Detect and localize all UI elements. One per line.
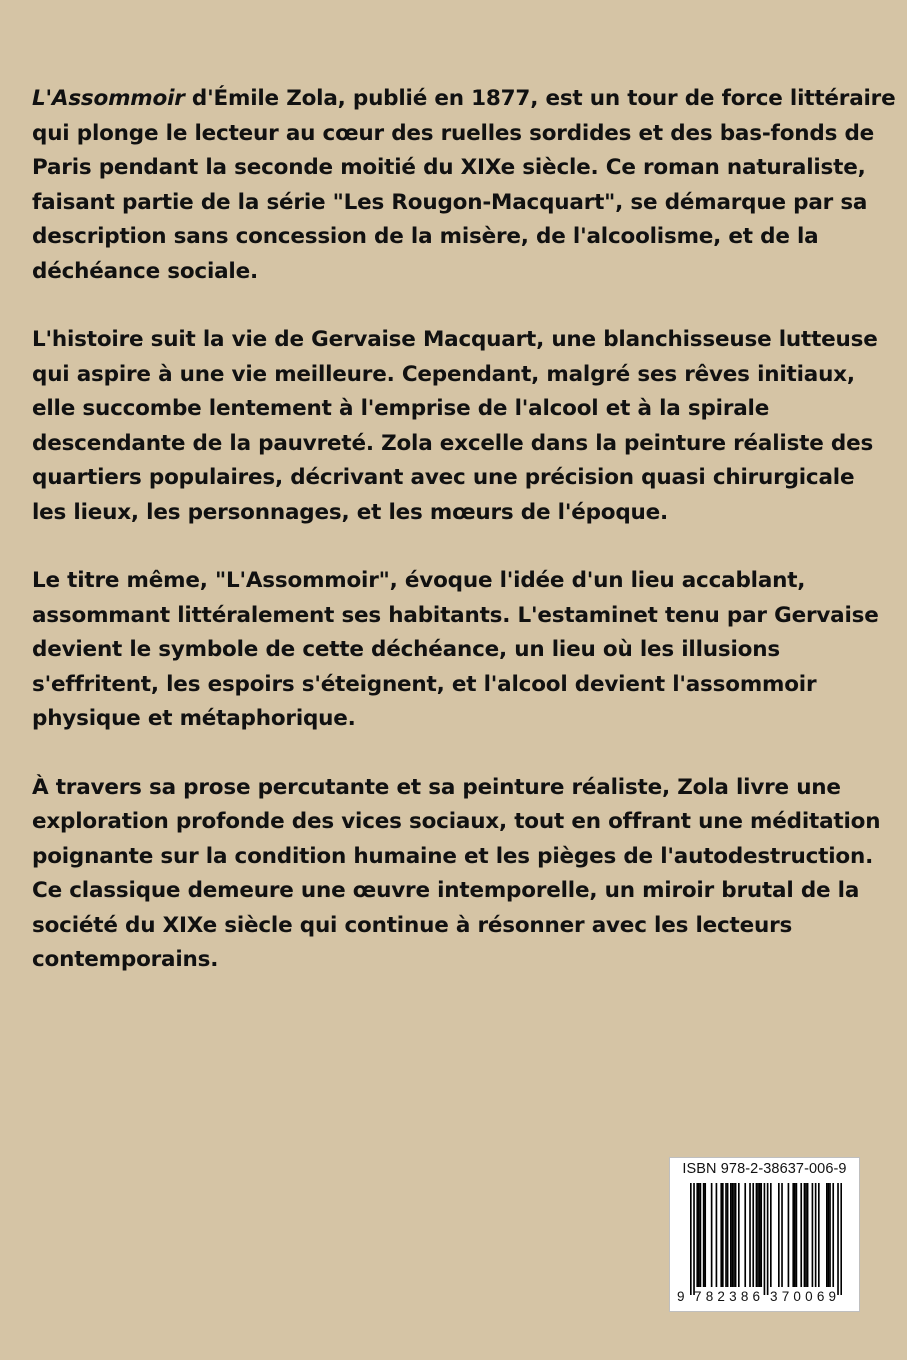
barcode-bar	[698, 1183, 700, 1287]
text-line: À travers sa prose percutante et sa peinture réaliste, Zola livre une	[32, 774, 841, 800]
barcode-bar	[829, 1183, 831, 1287]
barcode-bar	[704, 1183, 706, 1287]
barcode-bar	[696, 1183, 698, 1287]
barcode-bar	[788, 1183, 790, 1287]
barcode-icon	[690, 1183, 842, 1295]
barcode-bar	[826, 1183, 828, 1287]
text-line: qui aspire à une vie meilleure. Cependant, malgré ses rêves initiaux,	[32, 361, 855, 387]
barcode-digit-lead: 9	[677, 1289, 685, 1304]
barcode-bar	[794, 1183, 796, 1287]
barcode-bar	[792, 1183, 794, 1287]
barcode-bar	[711, 1183, 713, 1287]
text-line	[32, 82, 896, 117]
barcode-bar	[807, 1183, 809, 1287]
barcode-bar	[733, 1183, 735, 1287]
barcode-bar	[703, 1183, 705, 1287]
text-line: exploration profonde des vices sociaux, tout en offrant une méditation	[32, 809, 881, 834]
text-line: déchéance sociale.	[32, 258, 258, 284]
barcode-bar	[752, 1183, 754, 1287]
text-line: faisant partie de la série "Les Rougon-Macquart", se démarque par sa	[32, 189, 868, 215]
text-line: devient le symbole de cette déchéance, un lieu où les illusions	[32, 637, 780, 662]
text-line: poignante sur la condition humaine et les pièges de l'autodestruction.	[32, 843, 874, 869]
barcode-bar	[781, 1183, 783, 1287]
barcode-bar	[805, 1183, 807, 1287]
barcode-bar	[716, 1183, 718, 1287]
barcode-bar	[840, 1183, 842, 1295]
barcode-bar	[767, 1183, 769, 1295]
barcode-bar	[727, 1183, 729, 1287]
text-line: description sans concession de la misère, de l'alcoolisme, et de la	[32, 224, 819, 249]
barcode-bar	[700, 1183, 702, 1287]
barcode-bar	[770, 1183, 772, 1287]
barcode-bar	[778, 1183, 780, 1287]
barcode-bar	[837, 1183, 839, 1295]
paragraph-4	[32, 771, 882, 978]
barcode-bar	[828, 1183, 830, 1287]
barcode-bar	[730, 1183, 732, 1287]
barcode-bar	[756, 1183, 758, 1287]
barcode-bar	[732, 1183, 734, 1287]
text-line: société du XIXe siècle qui continue à résonner avec les lecteurs	[32, 912, 793, 938]
text-line: assommant littéralement ses habitants. L'estaminet tenu par Gervaise	[32, 602, 879, 628]
isbn-label: ISBN 978-2-38637-006-9	[682, 1161, 847, 1177]
barcode-bar	[744, 1183, 746, 1287]
text-line: Le titre même, "L'Assommoir", évoque l'idée d'un lieu accablant,	[32, 568, 806, 593]
text-line: les lieux, les personnages, et les mœurs de l'époque.	[32, 499, 668, 525]
barcode-digits-right: 370069	[770, 1289, 841, 1304]
book-title-italic: L'Assommoir	[32, 86, 185, 111]
barcode-bar	[760, 1183, 762, 1287]
barcode-bar	[725, 1183, 727, 1287]
barcode-bar	[804, 1183, 806, 1287]
barcode-bar	[749, 1183, 751, 1287]
text-line: L'histoire suit la vie de Gervaise Macquart, une blanchisseuse lutteuse	[32, 327, 878, 352]
text-line: qui plonge le lecteur au cœur des ruelles sordides et des bas-fonds de	[32, 120, 875, 146]
back-cover-text	[32, 82, 896, 1012]
barcode-bar	[720, 1183, 722, 1287]
barcode-bar	[815, 1183, 817, 1287]
text-line: elle succombe lentement à l'emprise de l'alcool et à la spirale	[32, 396, 770, 421]
barcode-bar	[738, 1183, 740, 1287]
barcode-bar	[735, 1183, 737, 1287]
paragraph-1	[32, 82, 896, 289]
text-line: physique et métaphorique.	[32, 706, 356, 731]
barcode-bar	[693, 1183, 695, 1295]
paragraph-2	[32, 323, 882, 530]
barcode-bar	[759, 1183, 761, 1287]
paragraph-3	[32, 564, 882, 737]
barcode-bar	[832, 1183, 834, 1287]
text-line: contemporains.	[32, 947, 219, 972]
barcode-bar	[757, 1183, 759, 1287]
text-line: s'effritent, les espoirs s'éteignent, et l'alcool devient l'assommoir	[32, 671, 817, 697]
barcode-bar	[800, 1183, 802, 1287]
barcode-bar	[722, 1183, 724, 1287]
isbn-barcode-box	[669, 1157, 860, 1312]
barcode-bar	[796, 1183, 798, 1287]
text-line: descendante de la pauvreté. Zola excelle dans la peinture réaliste des	[32, 430, 874, 456]
text-line: Ce classique demeure une œuvre intemporelle, un miroir brutal de la	[32, 878, 860, 903]
barcode-bar	[690, 1183, 692, 1295]
text-line: quartiers populaires, décrivant avec une précision quasi chirurgicale	[32, 465, 855, 490]
text-line-rest: d'Émile Zola, publié en 1877, est un tour de force littéraire	[184, 86, 896, 111]
barcode-bar	[818, 1183, 820, 1287]
text-line: Paris pendant la seconde moitié du XIXe siècle. Ce roman naturaliste,	[32, 155, 866, 180]
barcode-bar	[764, 1183, 766, 1295]
barcode-digits-left: 782386	[694, 1289, 765, 1304]
barcode-bar	[812, 1183, 814, 1287]
